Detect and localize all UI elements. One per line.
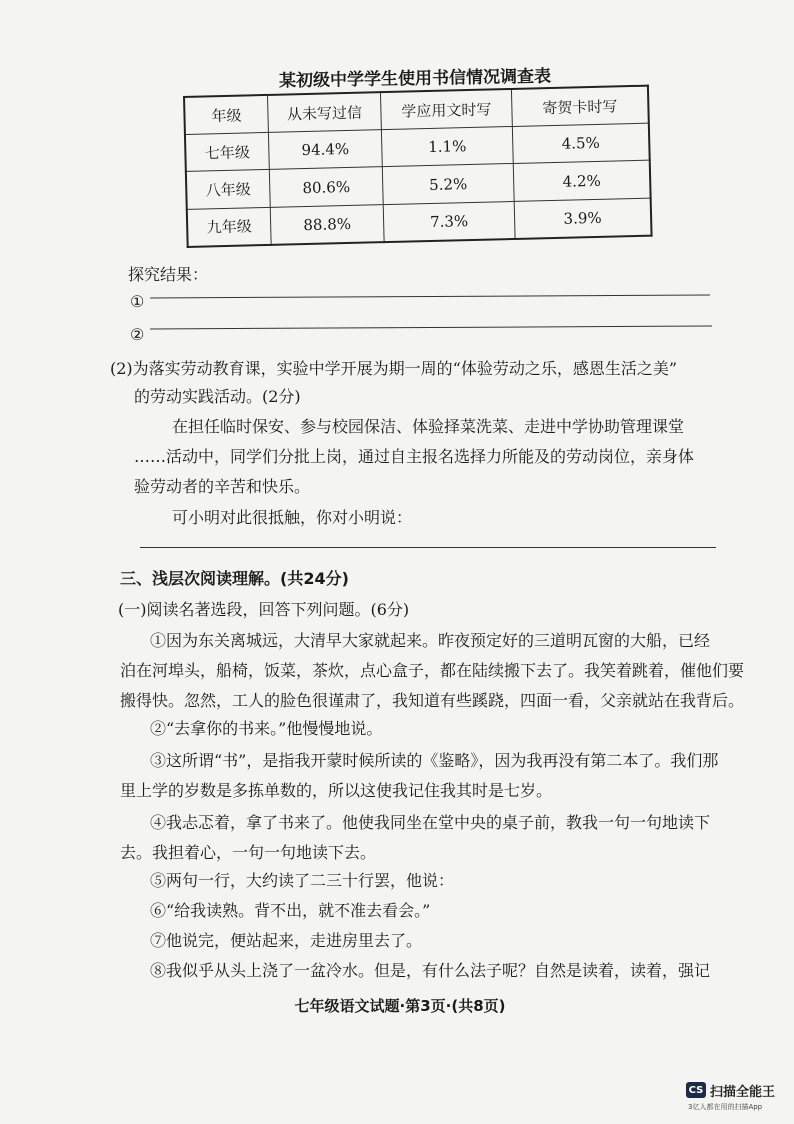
table-cell: 88.8% [270, 204, 384, 245]
header-cell: 年级 [184, 95, 268, 135]
header-cell: 寄贺卡时写 [511, 86, 648, 127]
watermark-name: 扫描全能王 [710, 1085, 776, 1100]
section-3-subtitle: (一)阅读名著选段，回答下列问题。(6分) [118, 600, 410, 619]
header-cell: 学应用文时写 [380, 89, 512, 130]
table-cell: 80.6% [269, 167, 383, 207]
page-footer: 七年级语文试题·第3页·(共8页) [294, 997, 506, 1015]
table-cell: 5.2% [382, 164, 514, 204]
passage-line: ⑥“给我读熟。背不出，就不准去看会。” [150, 901, 431, 920]
question-2-para-3: 验劳动者的辛苦和快乐。 [134, 477, 311, 496]
passage-line: ②“去拿你的书来。”他慢慢地说。 [150, 719, 383, 738]
section-3-title: 三、浅层次阅读理解。(共24分) [120, 569, 349, 588]
table-cell: 4.5% [512, 124, 649, 164]
passage-line: ①因为东关离城远，大清早大家就起来。昨夜预定好的三道明瓦窗的大船，已经 [150, 631, 711, 650]
finding-2-marker: ② [130, 325, 145, 344]
table-title: 某初级中学学生使用书信情况调查表 [278, 66, 552, 92]
table-cell: 4.2% [513, 161, 650, 201]
passage-line: 去。我担着心，一句一句地读下去。 [120, 843, 377, 862]
passage-line: 搬得快。忽然，工人的脸色很谨肃了，我知道有些蹊跷，四面一看，父亲就站在我背后。 [120, 691, 745, 710]
header-cell: 从未写过信 [267, 92, 381, 133]
passage-line: ⑤两句一行，大约读了二三十行罢，他说： [150, 871, 455, 890]
answer-line-3[interactable] [140, 547, 716, 548]
table-cell: 7.3% [383, 201, 515, 242]
table-cell: 八年级 [186, 170, 270, 209]
answer-line-2[interactable] [150, 326, 712, 330]
table-cell: 94.4% [268, 130, 382, 170]
findings-label: 探究结果： [128, 265, 209, 284]
question-2-line-2: 的劳动实践活动。(2分) [134, 387, 301, 406]
finding-1-marker: ① [130, 292, 145, 311]
passage-line: 泊在河埠头，船椅，饭菜，茶炊，点心盒子，都在陆续搬下去了。我笑着跳着，催他们要 [120, 661, 745, 680]
passage-line: ④我忐忑着，拿了书来了。他使我同坐在堂中央的桌子前，教我一句一句地读下 [150, 813, 711, 832]
passage-line: 里上学的岁数是多拣单数的，所以这使我记住我其时是七岁。 [120, 781, 553, 800]
watermark-subtitle: 3亿人都在用的扫描App [688, 1103, 763, 1111]
table-cell: 3.9% [514, 198, 651, 239]
passage-line: ⑦他说完，便站起来，走进房里去了。 [150, 931, 423, 950]
camscanner-logo-icon: CS [686, 1082, 706, 1098]
passage-line: ⑧我似乎从头上浇了一盆冷水。但是，有什么法子呢？自然是读着，读着，强记 [150, 961, 711, 980]
question-2-prompt: 可小明对此很抵触，你对小明说： [172, 508, 413, 527]
table-cell: 1.1% [381, 127, 513, 167]
table-cell: 七年级 [185, 133, 269, 172]
answer-line-1[interactable] [150, 295, 710, 299]
survey-table [183, 85, 653, 248]
question-2-line-1: (2)为落实劳动教育课，实验中学开展为期一周的“体验劳动之乐，感恩生活之美” [110, 359, 678, 378]
question-2-para-1: 在担任临时保安、参与校园保洁、体验择菜洗菜、走进中学协助管理课堂 [172, 417, 685, 436]
question-2-para-2: ……活动中，同学们分批上岗，通过自主报名选择力所能及的劳动岗位，亲身体 [134, 447, 695, 466]
passage-line: ③这所谓“书”，是指我开蒙时候所读的《鉴略》，因为我再没有第二本了。我们那 [150, 751, 719, 770]
table-cell: 九年级 [187, 207, 271, 247]
